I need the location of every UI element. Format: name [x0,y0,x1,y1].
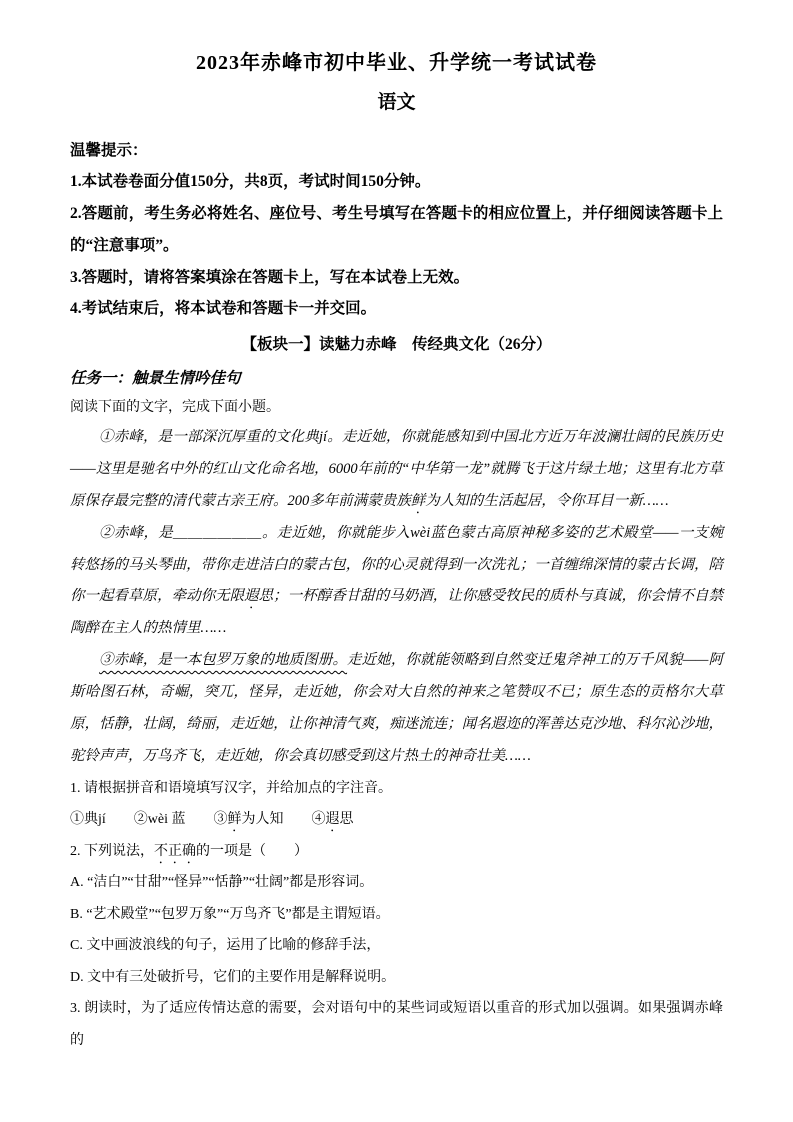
notice-heading: 温馨提示： [70,141,148,159]
q1-item-text-b: 为人知 ④ [241,812,326,828]
question-2-options [70,867,723,993]
notice-item-4: 4.考试结束后，将本试卷和答题卡一并交回。 [70,300,377,318]
option-a: A. “洁白”“甘甜”“怪异”“恬静”“壮阔”都是形容词。 [70,875,374,891]
passage-paragraph-2 [70,518,723,646]
q1-item-text-a: ①典jí ②wèi 蓝 ③ [70,812,228,828]
option-b: B. “艺术殿堂”“包罗万象”“万鸟齐飞”都是主谓短语。 [70,906,390,922]
task-heading: 任务一：触景生情吟佳句 [70,369,241,387]
q1-dotted-char-xian: 鲜 [227,812,242,828]
question-3-stem: 3. 朗读时，为了适应传情达意的需要，会对语句中的某些词或短语以重音的形式加以强调。如果强调赤峰的 [70,1001,723,1048]
passage-p1-dotted-char: 鲜 [410,492,426,509]
passage-p2-text-end: 思；一杯醇香甘甜的马奶酒，让你感受牧民的质朴与真诚，你会情不自禁陶醉在主人的热情里…… [70,588,724,637]
q1-item-text-c: 思 [339,812,354,828]
q2-emphasized-word: 不正确 [154,843,196,859]
passage-p1-text-end: 为人知的生活起居，令你耳目一新…… [425,492,669,509]
option-d: D. 文中有三处破折号，它们的主要作用是解释说明。 [70,969,396,985]
notice-section [70,135,723,326]
passage-paragraph-3 [70,645,723,773]
passage-p3-wavy-sentence: ③赤峰，是一本包罗万象的地质图册。 [99,652,348,669]
passage-p2-text: ②赤峰，是＿＿＿＿＿＿。走近她，你就能步入wèi蓝色蒙古高原神秘多姿的艺术殿堂——一支婉转悠扬的马头琴曲，带你走进洁白的蒙古包，你的心灵就得到一次洗礼；一首缠绵深情的蒙古长调，陪你一起看草原，牵动你无限 [70,524,723,605]
q2-stem-text: 2. 下列说法， [70,843,154,859]
q1-dotted-char-xia: 遐 [325,812,340,828]
passage-p3-text: 走近她，你就能领略到自然变迁鬼斧神工的万千风貌——阿斯哈图石林，奇崛，突兀，怪异，走近她，你会对大自然的神来之笔赞叹不已；原生态的贡格尔大草原，恬静，壮阔，绮丽，走近她，让你神清气爽，痴迷流连；闻名遐迩的浑善达克沙地、科尔沁沙地，驼铃声声，万鸟齐飞，走近她，你会真切感受到这片热土的神奇壮美…… [70,652,723,764]
question-1-items [70,804,723,836]
option-c: C. 文中画波浪线的句子，运用了比喻的修辞手法， [70,938,381,954]
exam-subject: 语文 [377,92,416,113]
notice-item-2: 2.答题前，考生务必将姓名、座位号、考生号填写在答题卡的相应位置上，并仔细阅读答题卡上的“注意事项”。 [70,205,723,254]
question-1-stem: 1. 请根据拼音和语境填写汉字，并给加点的字注音。 [70,780,392,796]
section-heading: 【板块一】读魅力赤峰 传经典文化（26分） [241,336,552,354]
notice-item-1: 1.本试卷卷面分值150分，共8页，考试时间150分钟。 [70,173,431,191]
passage-intro: 阅读下面的文字，完成下面小题。 [70,399,280,415]
notice-item-3: 3.答题时，请将答案填涂在答题卡上，写在本试卷上无效。 [70,268,470,286]
exam-title: 2023年赤峰市初中毕业、升学统一考试试卷 [196,52,597,74]
question-2-stem [70,836,723,868]
q2-stem-text-end: 的一项是（ ） [196,843,308,859]
passage-paragraph-1 [70,422,723,518]
passage-p2-dotted-char: 遐 [244,588,259,605]
passage-p1-text: ①赤峰，是一部深沉厚重的文化典jí。走近她，你就能感知到中国北方近万年波澜壮阔的民族历史——这里是驰名中外的红山文化命名地，6000年前的“中华第一龙”就腾飞于这片绿土地；这里有北方草原保存最完整的清代蒙古亲王府。200多年前满蒙贵族 [70,428,723,509]
